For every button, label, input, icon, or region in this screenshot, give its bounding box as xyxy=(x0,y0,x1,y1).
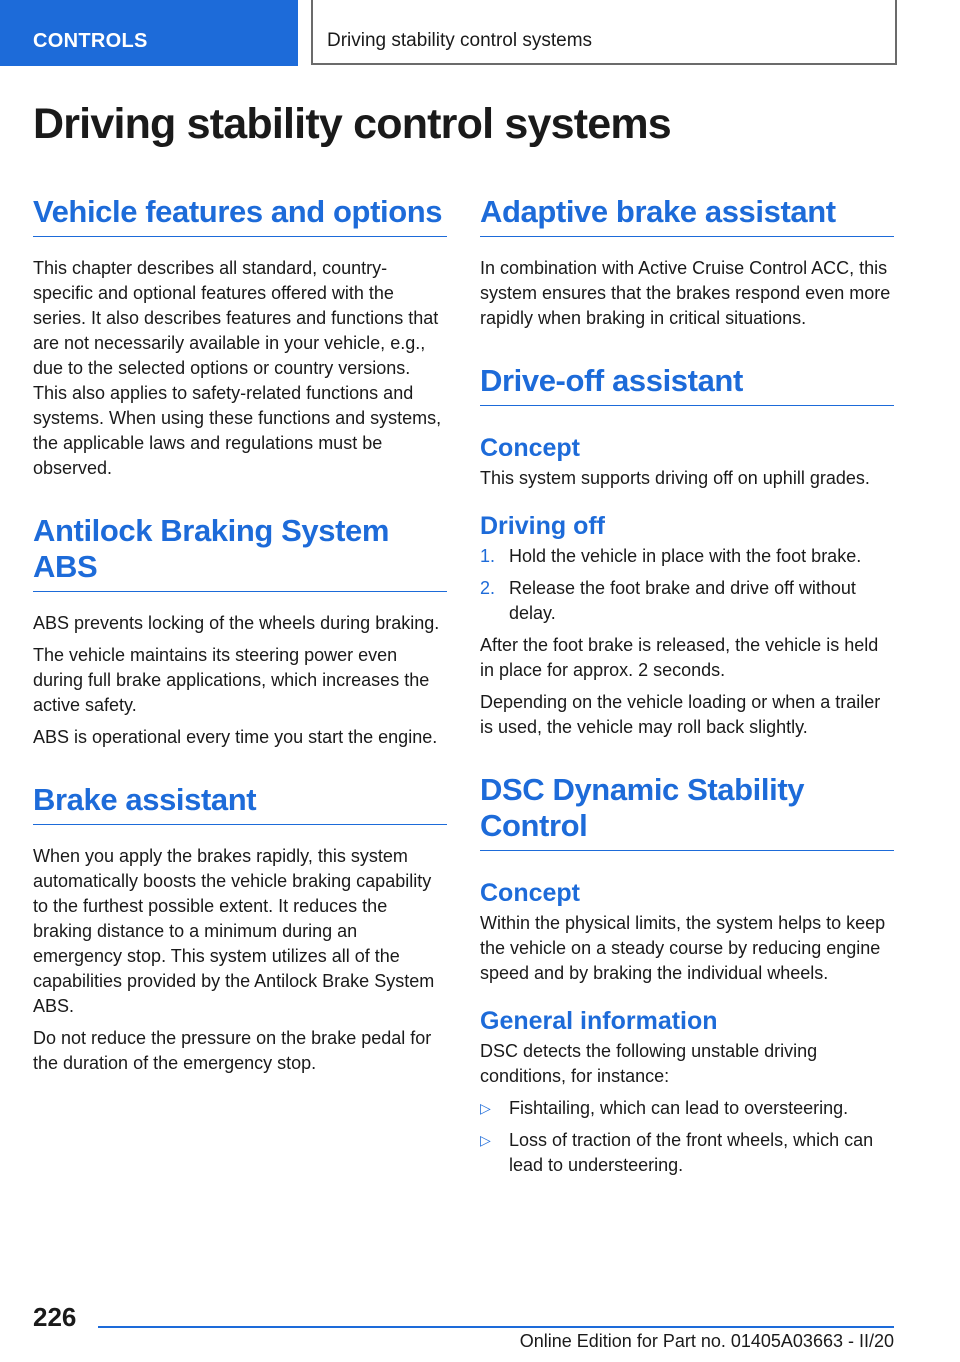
abs-heading: Antilock Braking System ABS xyxy=(33,513,447,592)
dsc-general-text: DSC detects the following unstable driving conditions, for instance: xyxy=(480,1041,818,1086)
step-number: 1. xyxy=(480,546,496,566)
brake-assistant-paragraph-1: When you apply the brakes rapidly, this system automatically boosts the vehicle braking capability to the furthest possible extent. It reduces the braking distance to a minimum during an emergency stop. This system utilizes all of the capabilities provided by the Antilock Brake System ABS. xyxy=(33,846,435,1016)
brake-assistant-heading: Brake assistant xyxy=(33,782,447,825)
dsc-heading: DSC Dynamic Stability Control xyxy=(480,772,894,851)
driving-off-heading: Driving off xyxy=(480,512,605,540)
abs-paragraph-2: The vehicle maintains its steering power even during full brake applications, which increases the active safety. xyxy=(33,645,430,715)
header-section-label: CONTROLS xyxy=(33,30,148,52)
footer-divider xyxy=(98,1326,894,1328)
triangle-bullet-icon: ▷ xyxy=(480,1132,491,1148)
drive-off-paragraph-2: Depending on the vehicle loading or when a trailer is used, the vehicle may roll back slightly. xyxy=(480,692,881,737)
page-number: 226 xyxy=(33,1302,77,1332)
header-chapter-label: Driving stability control systems xyxy=(327,30,593,51)
dsc-conditions-list xyxy=(480,1096,894,1178)
drive-off-paragraph-1: After the foot brake is released, the vehicle is held in place for approx. 2 seconds. xyxy=(480,635,879,680)
drive-off-heading: Drive-off assistant xyxy=(480,363,894,406)
list-item xyxy=(480,1096,894,1121)
left-column xyxy=(33,194,447,1083)
driving-off-steps xyxy=(480,544,894,626)
page-title: Driving stability control systems xyxy=(33,100,671,148)
step-number: 2. xyxy=(480,578,496,598)
abs-paragraph-3: ABS is operational every time you start the engine. xyxy=(33,727,438,747)
abs-paragraph-1: ABS prevents locking of the wheels during braking. xyxy=(33,613,440,633)
drive-off-concept-text: This system supports driving off on uphill grades. xyxy=(480,468,870,488)
dsc-general-heading: General information xyxy=(480,1007,718,1035)
step-text: Hold the vehicle in place with the foot brake. xyxy=(509,546,862,566)
dsc-concept-text: Within the physical limits, the system helps to keep the vehicle on a steady course by reducing engine speed and by braking the individual wheels. xyxy=(480,913,886,983)
adaptive-brake-text: In combination with Active Cruise Control ACC, this system ensures that the brakes respond even more rapidly when braking in critical situations. xyxy=(480,258,891,328)
step-text: Release the foot brake and drive off without delay. xyxy=(509,578,856,623)
list-item xyxy=(480,1128,894,1178)
right-column xyxy=(480,194,894,1185)
footer-edition: Online Edition for Part no. 01405A03663 - II/20 xyxy=(519,1331,894,1351)
vehicle-features-text: This chapter describes all standard, country-specific and optional features offered with the series. It also describes features and functions that are not necessarily available in your vehicle, e.g., due to the selected options or country versions. This also applies to safety-related functions and systems. When using these functions and systems, the applicable laws and regulations must be observed. xyxy=(33,258,442,478)
triangle-bullet-icon: ▷ xyxy=(480,1100,491,1116)
dsc-concept-heading: Concept xyxy=(480,879,580,907)
adaptive-brake-heading: Adaptive brake assistant xyxy=(480,194,894,237)
list-item xyxy=(480,576,894,626)
drive-off-concept-heading: Concept xyxy=(480,434,580,462)
bullet-text: Loss of traction of the front wheels, which can lead to understeering. xyxy=(509,1130,874,1175)
bullet-text: Fishtailing, which can lead to oversteering. xyxy=(509,1098,849,1118)
vehicle-features-heading: Vehicle features and options xyxy=(33,194,447,237)
list-item xyxy=(480,544,894,569)
header-chapter-box xyxy=(311,0,897,65)
header-section-tab xyxy=(0,0,298,66)
brake-assistant-paragraph-2: Do not reduce the pressure on the brake pedal for the duration of the emergency stop. xyxy=(33,1028,432,1073)
